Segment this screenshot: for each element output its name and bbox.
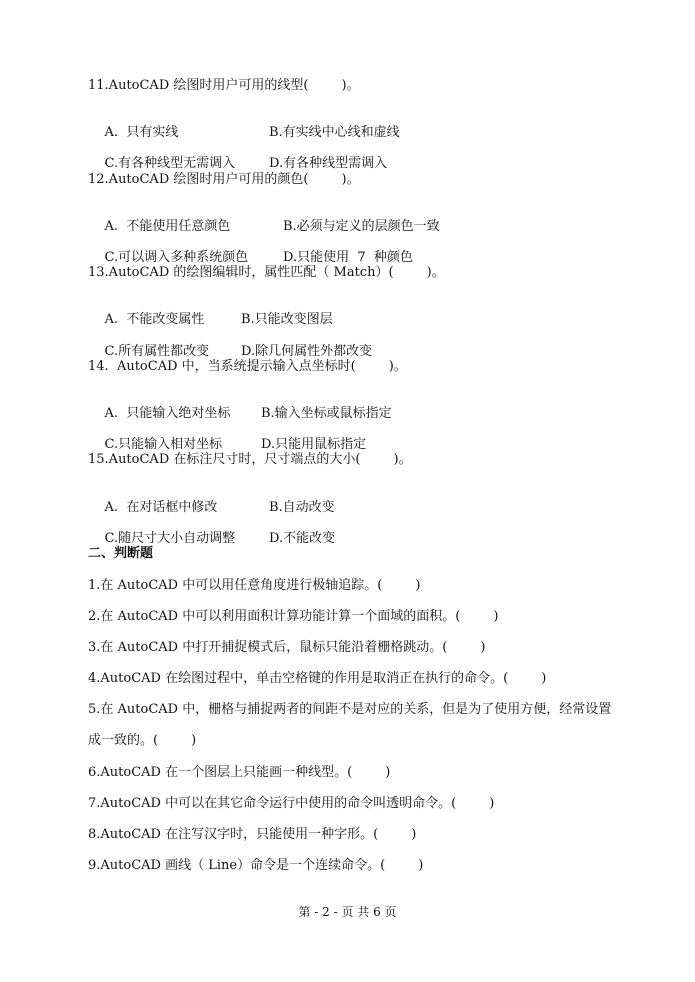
option-c: C.有各种线型无需调入 bbox=[104, 156, 236, 171]
judge-item-3: 3.在 AutoCAD 中打开捕捉模式后，鼠标只能沿着栅格跳动。( ) bbox=[88, 640, 486, 655]
option-a: A. 不能使用任意颜色 bbox=[104, 219, 231, 234]
judge-item-5-continued: 成一致的。( ) bbox=[88, 733, 197, 748]
option-c: C.随尺寸大小自动调整 bbox=[104, 531, 236, 546]
option-a: A. 只能输入绝对坐标 bbox=[104, 406, 231, 421]
option-d: D.只能使用 7 种颜色 bbox=[283, 250, 413, 265]
option-b: B.只能改变图层 bbox=[241, 312, 333, 327]
option-a: A. 不能改变属性 bbox=[104, 312, 205, 327]
option-b: B.自动改变 bbox=[269, 500, 335, 515]
option-b: B.必须与定义的层颜色一致 bbox=[283, 219, 440, 234]
judge-item-9: 9.AutoCAD 画线（ Line）命令是一个连续命令。( ) bbox=[88, 858, 424, 873]
option-a: A. 在对话框中修改 bbox=[104, 500, 218, 515]
judge-item-5: 5.在 AutoCAD 中，栅格与捕捉两者的间距不是对应的关系，但是为了使用方便，经常设置 bbox=[88, 702, 612, 717]
option-c: C.可以调入多种系统颜色 bbox=[104, 250, 249, 265]
page-footer: 第 - 2 - 页 共 6 页 bbox=[298, 905, 397, 919]
option-c: C.只能输入相对坐标 bbox=[104, 437, 223, 452]
question-11-stem: 11.AutoCAD 绘图时用户可用的线型( )。 bbox=[88, 78, 360, 93]
option-d: D.有各种线型需调入 bbox=[269, 156, 388, 171]
option-a: A. 只有实线 bbox=[104, 125, 179, 140]
question-15-stem: 15.AutoCAD 在标注尺寸时，尺寸端点的大小( )。 bbox=[88, 452, 412, 467]
option-d: D.除几何属性外都改变 bbox=[241, 344, 373, 359]
option-c: C.所有属性都改变 bbox=[104, 344, 210, 359]
judge-item-1: 1.在 AutoCAD 中可以用任意角度进行极轴追踪。( ) bbox=[88, 578, 421, 593]
question-12-stem: 12.AutoCAD 绘图时用户可用的颜色( )。 bbox=[88, 172, 360, 187]
judge-item-4: 4.AutoCAD 在绘图过程中，单击空格键的作用是取消正在执行的命令。( ) bbox=[88, 671, 547, 686]
question-13-stem: 13.AutoCAD 的绘图编辑时，属性匹配（ Match）( )。 bbox=[88, 265, 445, 280]
question-14-stem: 14. AutoCAD 中，当系统提示输入点坐标时( )。 bbox=[88, 359, 407, 374]
judge-item-8: 8.AutoCAD 在注写汉字时，只能使用一种字形。( ) bbox=[88, 827, 417, 842]
section-title-judgement: 二、判断题 bbox=[88, 546, 154, 561]
judge-item-7: 7.AutoCAD 中可以在其它命令运行中使用的命令叫透明命令。( ) bbox=[88, 796, 495, 811]
option-d: D.只能用鼠标指定 bbox=[261, 437, 367, 452]
option-d: D.不能改变 bbox=[269, 531, 336, 546]
judge-item-6: 6.AutoCAD 在一个图层上只能画一种线型。( ) bbox=[88, 765, 391, 780]
option-b: B.输入坐标或鼠标指定 bbox=[261, 406, 392, 421]
option-b: B.有实线中心线和虚线 bbox=[269, 125, 400, 140]
judge-item-2: 2.在 AutoCAD 中可以利用面积计算功能计算一个面域的面积。( ) bbox=[88, 609, 499, 624]
